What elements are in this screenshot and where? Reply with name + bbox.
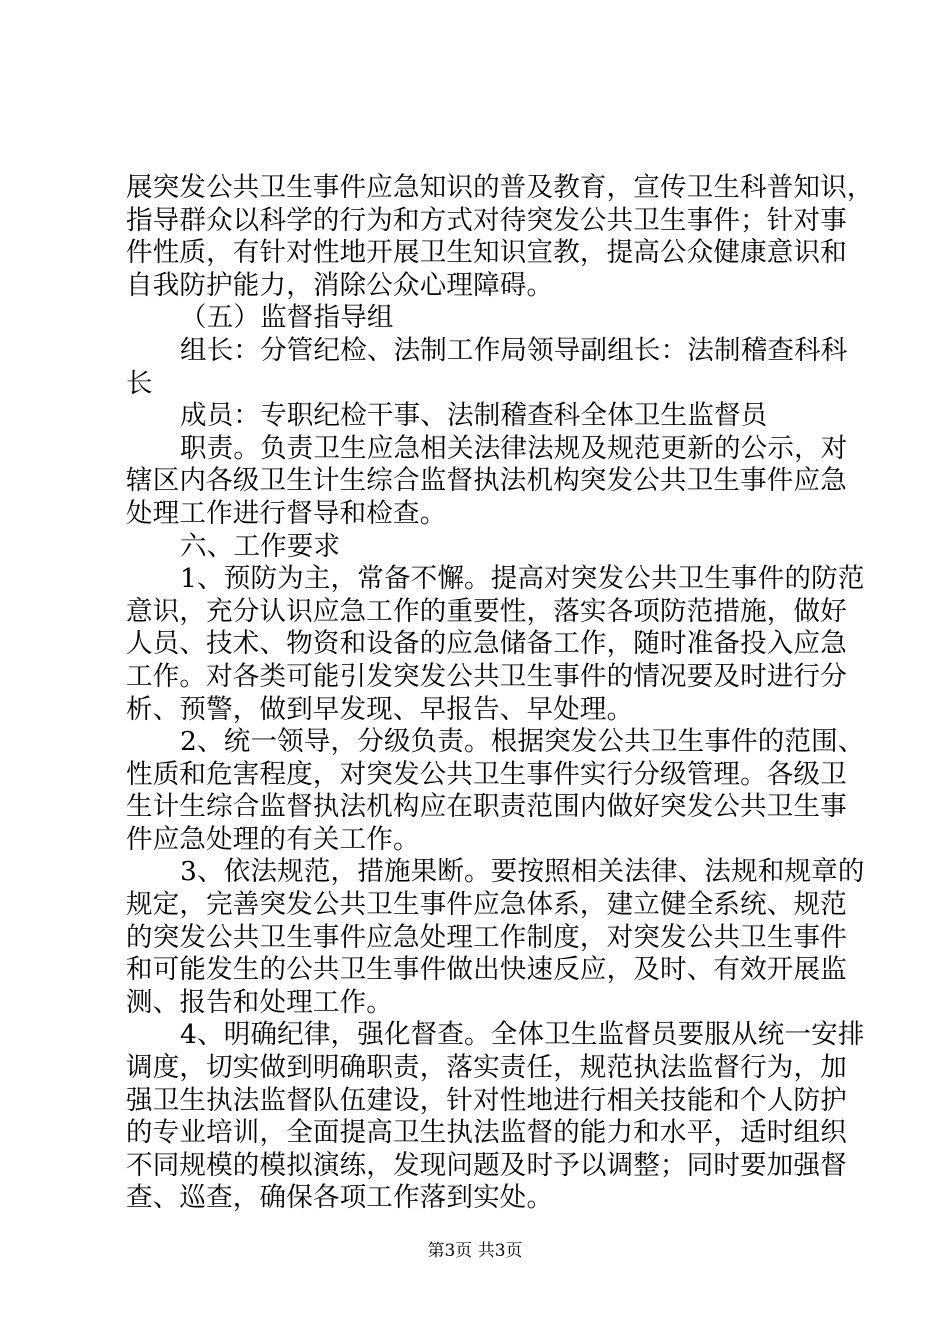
text-line: 成员：专职纪检干事、法制稽查科全体卫生监督员 xyxy=(180,400,768,432)
text-line: 不同规模的模拟演练，发现问题及时予以调整；同时要加强督 xyxy=(126,1149,847,1181)
text-line: 展突发公共卫生事件应急知识的普及教育，宣传卫生科普知识， xyxy=(126,172,874,203)
text-line: 件应急处理的有关工作。 xyxy=(126,823,420,855)
text-line: 2、统一领导，分级负责。根据突发公共卫生事件的范围、 xyxy=(180,726,865,758)
text-line: 生计生综合监督执法机构应在职责范围内做好突发公共卫生事 xyxy=(126,791,847,823)
text-line: 3、依法规范，措施果断。要按照相关法律、法规和规章的 xyxy=(180,856,865,888)
text-line: 析、预警，做到早发现、早报告、早处理。 xyxy=(126,693,634,725)
text-line: 的专业培训，全面提高卫生执法监督的能力和水平，适时组织 xyxy=(126,1117,847,1149)
text-line: （五）监督指导组 xyxy=(180,302,394,334)
text-line: 六、工作要求 xyxy=(180,530,341,562)
document-body xyxy=(126,172,874,1215)
text-line: 处理工作进行督导和检查。 xyxy=(126,497,447,529)
text-line: 人员、技术、物资和设备的应急储备工作，随时准备投入应急 xyxy=(126,628,847,660)
text-line: 测、报告和处理工作。 xyxy=(126,986,393,1018)
text-line: 件性质，有针对性地开展卫生知识宣教，提高公众健康意识和 xyxy=(126,237,847,269)
text-line: 强卫生执法监督队伍建设，针对性地进行相关技能和个人防护 xyxy=(126,1084,847,1116)
text-line: 和可能发生的公共卫生事件做出快速反应，及时、有效开展监 xyxy=(126,954,847,986)
text-line: 规定，完善突发公共卫生事件应急体系，建立健全系统、规范 xyxy=(126,889,847,921)
text-line: 4、明确纪律，强化督查。全体卫生监督员要服从统一安排 xyxy=(180,1019,865,1051)
text-line: 辖区内各级卫生计生综合监督执法机构突发公共卫生事件应急 xyxy=(126,465,847,497)
text-line: 自我防护能力，消除公众心理障碍。 xyxy=(126,269,554,301)
text-line: 工作。对各类可能引发突发公共卫生事件的情况要及时进行分 xyxy=(126,660,847,692)
text-line: 1、预防为主，常备不懈。提高对突发公共卫生事件的防范 xyxy=(180,563,865,595)
text-line: 职责。负责卫生应急相关法律法规及规范更新的公示，对 xyxy=(180,432,848,464)
text-line: 组长：分管纪检、法制工作局领导副组长：法制稽查科科 xyxy=(180,334,848,366)
text-line: 查、巡查，确保各项工作落到实处。 xyxy=(126,1182,554,1214)
text-line: 的突发公共卫生事件应急处理工作制度，对突发公共卫生事件 xyxy=(126,921,847,953)
text-line: 意识，充分认识应急工作的重要性，落实各项防范措施，做好 xyxy=(126,595,847,627)
text-line: 指导群众以科学的行为和方式对待突发公共卫生事件；针对事 xyxy=(126,204,847,236)
page-footer: 第3页 共3页 xyxy=(427,1241,523,1261)
text-line: 性质和危害程度，对突发公共卫生事件实行分级管理。各级卫 xyxy=(126,758,847,790)
text-line: 长 xyxy=(126,367,153,399)
text-line: 调度，切实做到明确职责，落实责任，规范执法监督行为，加 xyxy=(126,1052,847,1084)
